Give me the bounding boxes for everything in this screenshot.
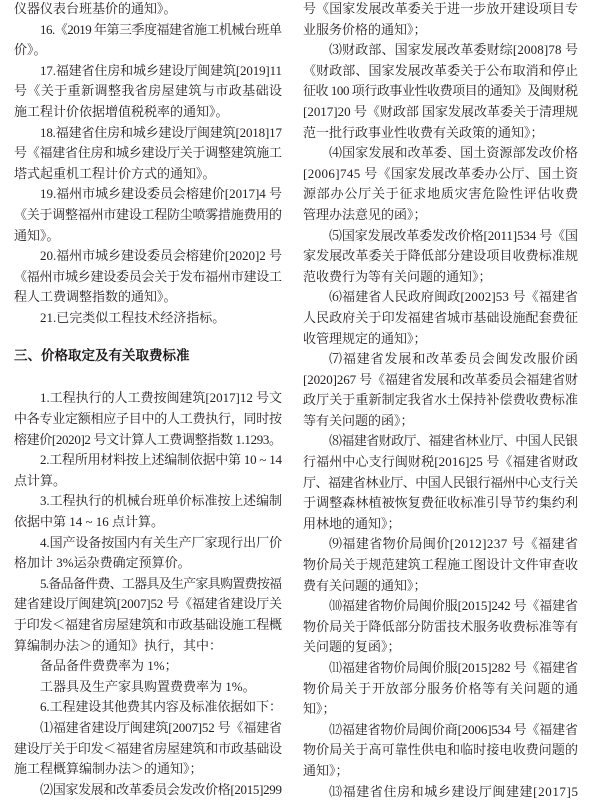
text-line-content: 点计算。 [14,472,67,488]
text-line [303,617,578,638]
paragraph [14,20,282,61]
text-line [303,514,578,535]
text-line-content: [2020]267 号《福建省发展和改革委员会福建省财 [303,371,578,387]
text-line [303,349,578,370]
paragraph [14,780,282,801]
text-line [303,452,578,473]
paragraph [303,431,578,534]
text-line [303,143,578,164]
paragraph [303,720,578,782]
text-line [303,184,578,205]
text-line-content: 格加计 3%运杂费确定预算价。 [14,555,191,571]
text-line-content: 政厅关于重新制定我省水土保持补偿费收费标准 [303,392,579,408]
text-line-content: ⑹福建省人民政府闽政[2002]53 号《福建省 [329,289,579,305]
text-line [303,761,578,782]
text-line [14,491,282,512]
text-line-content: 费有关问题的通知》； [303,577,427,593]
text-line-content: ⑺福建省发展和改革委员会闽发改服价函 [329,351,579,367]
text-line-content: 中各专业定额相应子目中的人工费执行，同时按 [14,411,282,427]
text-line [303,164,578,185]
text-line-content: 价》。 [14,42,47,58]
text-line [14,205,282,226]
text-line-content: 《财政部、国家发展改革委关于公布取消和停止 [303,62,579,78]
text-line-content: 号《关于重新调整我省房屋建筑与市政基础设 [14,83,283,99]
text-line-content: 榕建价[2020]2 号文计算人工费调整指数 1.1293。 [14,431,282,447]
text-line [14,533,282,554]
text-line [14,615,282,636]
paragraph [14,533,282,574]
text-line-content: 1.工程执行的人工费按闽建筑[2017]12 号文 [40,390,282,406]
paragraph [14,123,282,185]
paragraph [303,596,578,658]
text-line [14,759,282,780]
text-line-content: 施工程概算编制办法＞的通知》； [14,761,203,777]
text-line [14,287,282,308]
text-line [303,0,578,20]
text-line [303,205,578,226]
text-line-content: 通知》。 [14,227,60,243]
text-line-content: 18.福建省住房和城乡建设厅闽建筑[2018]17 [40,124,282,140]
text-line-content: 厅、福建省林业厅、中国人民银行福州中心支行关 [303,474,578,490]
text-line [14,143,282,164]
text-line-content: 4.国产设备按国内有关生产厂家现行出厂价 [40,534,282,550]
text-line-content: ⑷国家发展和改革委、国土资源部发改价格 [329,145,579,161]
paragraph [14,388,282,450]
text-line [14,430,282,451]
paragraph [303,782,578,803]
text-line [14,164,282,185]
text-line-content: 行福州中心支行闽财税[2016]25 号《福建省财政 [303,454,579,470]
text-line-content: 塔式起重机工程计价方式的通知》。 [14,165,216,181]
text-line-content: 17.福建省住房和城乡建设厅闽建筑[2019]11 [40,62,282,78]
text-line-content: 3.工程执行的机械台班单价标准按上述编制 [40,493,282,509]
text-line [14,553,282,574]
text-line [14,184,282,205]
text-line [303,576,578,597]
text-line-content: ⑸国家发展改革委发改价格[2011]534 号《国 [329,227,578,243]
text-line [303,679,578,700]
text-line [303,329,578,350]
text-line [303,123,578,144]
text-line-content: 21.已完类似工程技术经济指标。 [40,309,226,325]
text-line [14,409,282,430]
text-line-content: 2.工程所用材料按上述编制依据中第 10 ~ 14 [40,452,282,468]
text-line-content: 《关于调整福州市建设工程防尘喷雾措施费用的 [14,206,282,222]
text-line [303,596,578,617]
text-line [303,534,578,555]
text-line-content: ⑴福建省建设厅闽建筑[2007]52 号《福建省 [40,719,282,735]
text-line-content: 征收 100 项行政事业性收费项目的通知》及闽财税 [303,83,578,99]
paragraph [14,697,282,718]
text-line [303,637,578,658]
paragraph [303,287,578,349]
text-line-content: 号《国家发展改革委关于进一步放开建设项目专 [303,1,579,16]
text-line [14,102,282,123]
text-line [303,40,578,61]
text-line [14,636,282,657]
text-line-content: ⑿福建省物价局闽价商[2006]534 号《福建省 [329,721,578,737]
text-line-content: 人民政府关于印发福建省城市基础设施配套费征 [303,309,579,325]
text-line-content: ⑾福建省物价局闽价服[2015]282 号《福建省 [329,660,578,675]
text-line [303,226,578,247]
text-line-content: 范收费行为等有关问题的通知》； [303,268,492,284]
text-line [303,308,578,329]
text-line [14,512,282,533]
text-line-content: 于印发＜福建省房屋建筑和市政基础设施工程概 [14,617,282,633]
text-line [14,656,282,677]
text-line-content: ⑶财政部、国家发展改革委财综[2008]78 号 [329,42,579,58]
text-line-content: 收管理规定的通知》； [303,330,427,346]
text-line [14,20,282,41]
text-line-content: 范一批行政事业性收费有关政策的通知》； [303,124,544,140]
text-line [303,20,578,41]
text-line [303,473,578,494]
text-line-content: 建设厅关于印发＜福建省房屋建筑和市政基础设 [14,740,282,756]
text-line-content: 仪器仪表台班基价的通知》。 [14,1,177,16]
text-line-content: [2017]20 号《财政部 国家发展改革委关于清理规 [303,103,578,119]
text-line-content: 6.工程建设其他费其内容及标准依据如下： [40,699,282,715]
paragraph [14,677,282,698]
text-line [14,780,282,801]
paragraph [303,658,578,720]
paragraph [303,0,578,40]
text-line-content: ⑻福建省财政厅、福建省林业厅、中国人民银 [329,433,578,449]
text-line-content: 备品备件费费率为 1%； [40,658,178,674]
text-line-content: 通知》； [303,762,349,778]
text-line-content: 物价局关于规范建筑工程施工图设计文件审查收 [303,557,579,573]
text-line-content: 源部办公厅关于征求地质灾害危险性评估收费 [303,186,579,202]
paragraph [14,61,282,123]
paragraph [303,349,578,431]
text-line [14,123,282,144]
text-line [14,81,282,102]
text-line [303,431,578,452]
paragraph [14,308,282,329]
paragraph [14,184,282,246]
text-line [303,267,578,288]
text-line [303,370,578,391]
text-line-content: ⒀福建省住房和城乡建设厅闽建建[2017]5 [329,783,579,799]
text-line-content: 业服务价格的通知》； [303,21,427,37]
right-column [303,0,578,802]
text-line [14,450,282,471]
paragraph [14,656,282,677]
text-line-content: 等有关问题的函》； [303,412,414,428]
text-line [303,61,578,82]
text-line [14,40,282,61]
text-line [303,81,578,102]
text-line-content: 19.福州市城乡建设委员会榕建价[2017]4 号 [40,186,282,202]
paragraph [303,143,578,225]
paragraph [303,40,578,143]
text-line-content: 关问题的复函》； [303,639,401,655]
text-line [14,574,282,595]
text-line-content: 算编制办法＞的通知》执行，其中： [14,637,223,653]
paragraph [303,226,578,288]
text-line [14,471,282,492]
text-line [303,782,578,803]
text-line-content: 物价局关于降低部分防雷技术服务收费标准等有 [303,618,579,634]
text-line-content: 16.《2019 年第三季度福建省施工机械台班单 [40,21,282,37]
text-line [303,699,578,720]
text-line [303,390,578,411]
text-line [303,411,578,432]
text-line [14,308,282,329]
text-line-content: [2006]745 号《国家发展改革委办公厅、国土资 [303,165,579,181]
text-line-content: 建省建设厅闽建筑[2007]52 号《福建省建设厅关 [14,596,282,612]
text-line [303,555,578,576]
text-line-content: 5.备品备件费、工器具及生产家具购置费按福 [40,575,282,591]
text-line-content: ⑽福建省物价局闽价服[2015]242 号《福建省 [329,598,578,614]
text-line-content: 号《福建省住房和城乡建设厅关于调整建筑施工 [14,145,282,161]
text-line [14,388,282,409]
text-line [14,594,282,615]
text-line-content: 20.福州市城乡建设委员会榕建价[2020]2 号 [40,248,282,264]
text-line-content: 《福州市城乡建设委员会关于发布福州市建设工 [14,268,282,284]
text-line [14,267,282,288]
text-line [303,720,578,741]
left-column [14,0,282,800]
text-line-content: ⑵国家发展和改革委员会发改价格[2015]299 [40,781,282,797]
text-line-content: 工器具及生产家具购置费费率为 1%。 [40,678,256,694]
text-line [14,677,282,698]
text-line [14,246,282,267]
paragraph [14,246,282,308]
paragraph [14,450,282,491]
text-line-content: 知》； [303,701,336,717]
text-line-content: 家发展改革委关于降低部分建设项目收费标准规 [303,248,579,264]
text-line-content: 施工程计价依据增值税税率的通知》。 [14,103,229,119]
text-line [303,102,578,123]
text-line [14,61,282,82]
text-line-content: 管理办法意见的函》； [303,206,427,222]
text-line-content: 物价局关于高可靠性供电和临时接电收费问题的 [303,742,579,758]
text-line-content: 程人工费调整指数的通知》。 [14,289,177,305]
text-line-content: 于调整森林植被恢复费征收标准引导节约集约利 [303,495,579,511]
text-line [303,658,578,679]
text-line [14,226,282,247]
text-line [303,740,578,761]
text-line [14,718,282,739]
text-line [14,0,282,20]
text-line [303,287,578,308]
text-line-content: 用林地的通知》； [303,515,401,531]
paragraph [14,0,282,20]
text-line-content: 物价局关于开放部分服务价格等有关问题的通 [303,680,579,696]
section-heading: 三、价格取定及有关取费标准 [14,347,190,364]
paragraph [14,574,282,656]
text-line-content: 依据中第 14 ~ 16 点计算。 [14,514,165,530]
text-line [14,697,282,718]
paragraph [303,534,578,596]
text-line-content: ⑼福建省物价局闽价[2012]237 号《福建省 [329,536,579,552]
text-line [303,493,578,514]
text-line [14,739,282,760]
paragraph [14,718,282,780]
paragraph [14,491,282,532]
text-line [303,246,578,267]
